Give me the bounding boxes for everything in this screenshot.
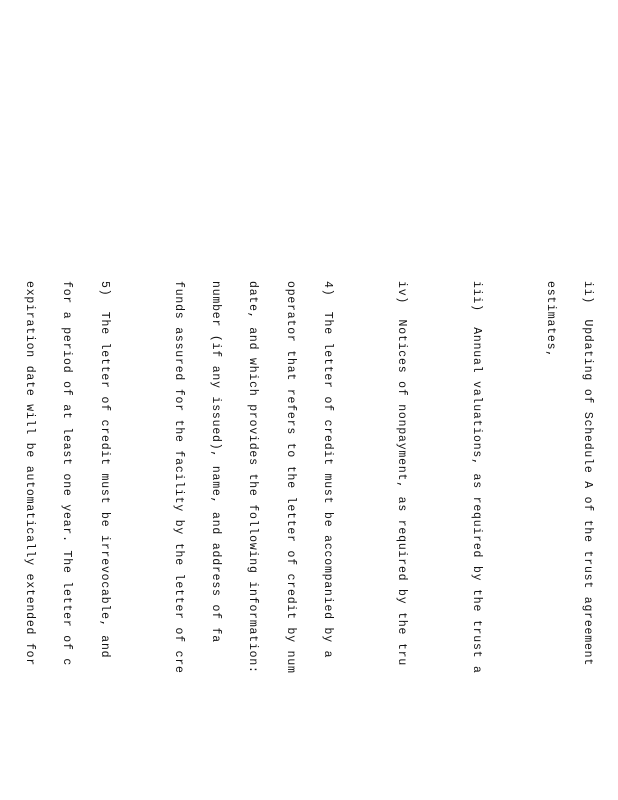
item-iii-paragraph xyxy=(444,281,506,800)
text-line: 5) The letter of credit must be irrevocable, and xyxy=(97,281,111,659)
text-line: iv) Notices of nonpayment, as required by the tru xyxy=(395,281,409,667)
text-line: date, and which provides the following information: xyxy=(246,281,260,674)
text-line: number (if any issued), name, and address of fa xyxy=(209,281,223,643)
text-line: ii) Updating of Schedule A of the trust agreement xyxy=(581,281,595,667)
text-line: estimates, xyxy=(543,281,557,359)
document-body xyxy=(0,281,618,800)
text-line: expiration date will be automatically extended for xyxy=(23,281,37,667)
item-ii-paragraph xyxy=(519,281,618,800)
text-line: operator that refers to the letter of credit by num xyxy=(283,281,297,674)
text-line: iii) Annual valuations, as required by the trust a xyxy=(469,281,483,674)
paragraph-5 xyxy=(0,281,134,800)
item-iv-paragraph xyxy=(370,281,432,800)
text-line: funds assured for the facility by the letter of cre xyxy=(171,281,185,674)
text-line: for a period of at least one year. The letter of c xyxy=(60,281,74,667)
text-line: 4) The letter of credit must be accompanied by a xyxy=(320,281,334,659)
paragraph-4 xyxy=(147,281,358,800)
